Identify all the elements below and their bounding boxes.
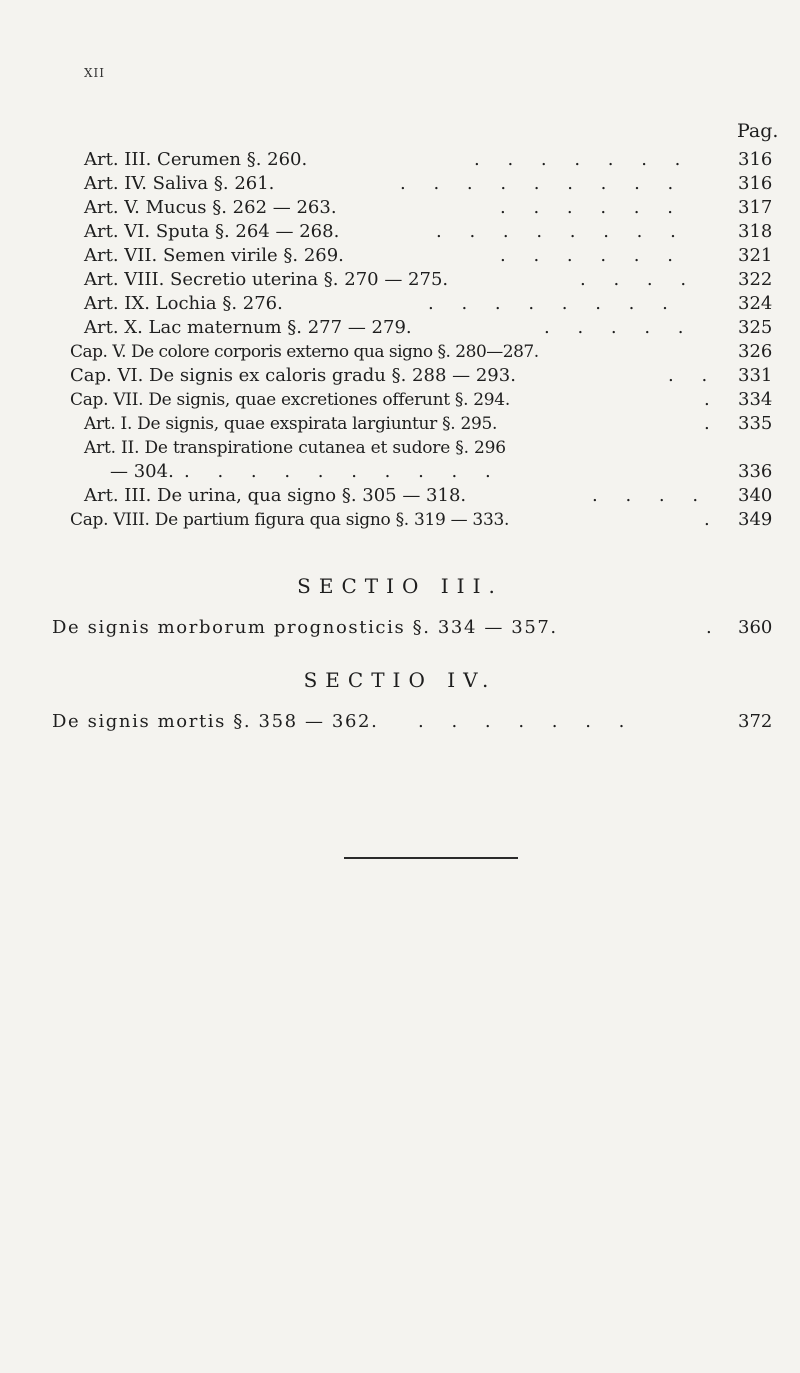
toc-entry-dots: . . . . . .	[500, 197, 684, 218]
toc-entry	[0, 388, 800, 412]
toc-entry-page: 335	[738, 413, 773, 434]
toc-entry-page: 318	[738, 221, 773, 242]
page-number: XII	[84, 66, 106, 80]
toc-entry-dots: . . . . . .	[500, 245, 684, 266]
toc-entry-page: 316	[738, 149, 773, 170]
toc-entry-page: 317	[738, 197, 773, 218]
toc-entry-label: Art. VIII. Secretio uterina §. 270 — 275.	[84, 269, 449, 290]
toc-entry-page: 336	[738, 461, 773, 482]
section-heading: SECTIO IV.	[303, 668, 497, 692]
toc-entry	[0, 292, 800, 316]
toc-entry-page: 331	[738, 365, 773, 386]
toc-entry-label: — 304.	[110, 461, 174, 482]
toc-entry-label: Art. IV. Saliva §. 261.	[84, 173, 275, 194]
toc-entry-page: 325	[738, 317, 773, 338]
toc-entry-page: 324	[738, 293, 773, 314]
toc-entry-label: Art. I. De signis, quae exspirata largiuntur §. 295.	[84, 414, 498, 434]
toc-entry-dots: . . . . . . .	[474, 149, 692, 170]
page-column-header: Pag.	[737, 120, 779, 142]
toc-entry-dots: . . . . . . . . . .	[184, 461, 502, 482]
toc-entry-label: Art. III. De urina, qua signo §. 305 — 318.	[84, 485, 467, 506]
toc-entry-dots: . . . . .	[544, 317, 695, 338]
toc-entry-label: Art. X. Lac maternum §. 277 — 279.	[84, 317, 412, 338]
toc-entry-label: Art. V. Mucus §. 262 — 263.	[84, 197, 337, 218]
toc-entry	[0, 220, 800, 244]
toc-entry	[0, 196, 800, 220]
toc-entry-dots: . . . . . . . .	[436, 221, 687, 242]
toc-entry	[0, 340, 800, 364]
toc-entry-dots: . . . . . . . . .	[400, 173, 685, 194]
toc-entry-page: 349	[738, 509, 773, 530]
toc-entry-dots: . . . .	[592, 485, 710, 506]
divider-rule	[344, 857, 518, 859]
toc-entry-label: Cap. VIII. De partium figura qua signo §. 319 — 333.	[70, 510, 510, 530]
toc-entry-page: 322	[738, 269, 773, 290]
section-entry-label: De signis morborum prognosticis §. 334 — 357.	[52, 617, 558, 638]
toc-entry-dots: .	[704, 389, 721, 410]
section-entry-label: De signis mortis §. 358 — 362.	[52, 711, 379, 732]
toc-entry-dots: .	[704, 413, 721, 434]
toc-entry	[0, 172, 800, 196]
toc-entry-label: Art. III. Cerumen §. 260.	[84, 149, 308, 170]
section-entry-page: 360	[738, 617, 773, 638]
toc-entry-page: 340	[738, 485, 773, 506]
toc-entry-dots: . .	[668, 365, 719, 386]
toc-entry	[0, 148, 800, 172]
toc-entry	[0, 436, 800, 460]
toc-entry-label: Cap. V. De colore corporis externo qua signo §. 280—287.	[70, 342, 539, 362]
section-entry-dots: .	[706, 617, 723, 638]
section-entry-dots: . . . . . . .	[418, 711, 636, 732]
toc-entry	[0, 484, 800, 508]
toc-entry-page: 321	[738, 245, 773, 266]
toc-entry	[0, 268, 800, 292]
toc-entry-dots: .	[704, 509, 721, 530]
toc-entry	[0, 244, 800, 268]
section-entry	[0, 616, 800, 640]
toc-entry	[0, 316, 800, 340]
toc-entry-label: Art. IX. Lochia §. 276.	[84, 293, 283, 314]
toc-entry-label: Art. VI. Sputa §. 264 — 268.	[84, 221, 340, 242]
toc-entry-page: 326	[738, 341, 773, 362]
toc-entry-dots: . . . . . . . .	[428, 293, 679, 314]
toc-entry	[0, 508, 800, 532]
toc-entry	[0, 412, 800, 436]
toc-entry-page: 334	[738, 389, 773, 410]
toc-entry-label: Cap. VI. De signis ex caloris gradu §. 288 — 293.	[70, 365, 516, 386]
toc-entry-dots: . . . .	[580, 269, 698, 290]
toc-entry	[0, 364, 800, 388]
toc-entry-label: Art. II. De transpiratione cutanea et sudore §. 296	[84, 438, 506, 458]
toc-entry-page: 316	[738, 173, 773, 194]
section-heading: SECTIO III.	[297, 574, 503, 598]
section-entry	[0, 710, 800, 734]
toc-entry-label: Art. VII. Semen virile §. 269.	[84, 245, 344, 266]
toc-entry	[0, 460, 800, 484]
section-entry-page: 372	[738, 711, 773, 732]
toc-entry-label: Cap. VII. De signis, quae excretiones offerunt §. 294.	[70, 390, 510, 410]
